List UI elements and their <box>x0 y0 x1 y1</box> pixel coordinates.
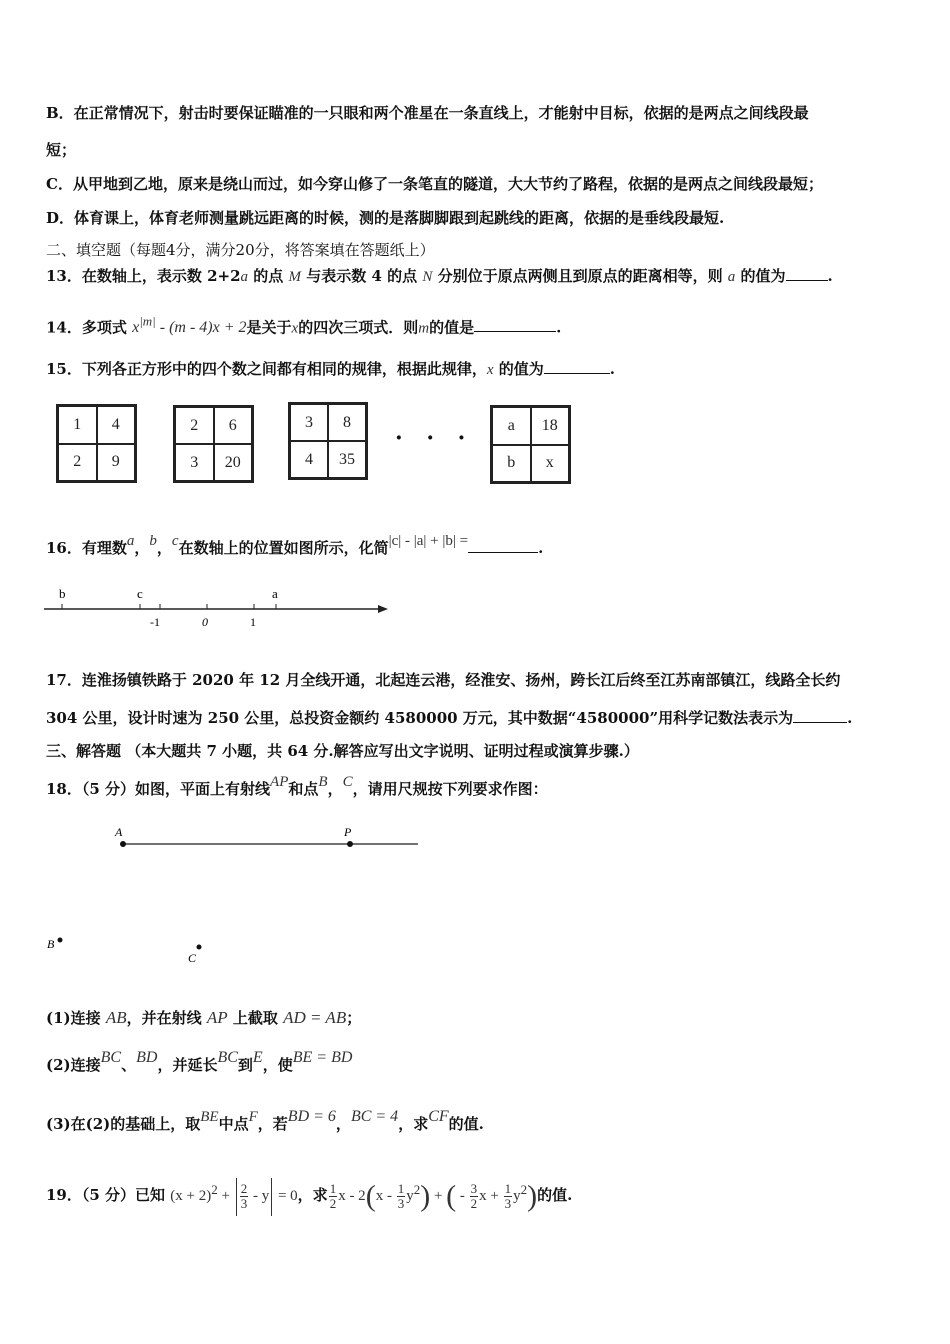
section3-heading: 三、解答题 （本大题共 7 小题，共 64 分.解答应写出文字说明、证明过程或演算步骤.） <box>46 742 639 760</box>
number-square-1 <box>56 404 137 483</box>
point-b <box>58 938 63 943</box>
target-expression: $\frac{1}{2}$ x - 2(x - $\frac{1}{3}$ $y^2$) + ( - $\frac{3}{2}$ x + $\frac{1}{3}$ $y^2$) <box>329 1179 538 1213</box>
square-cell: 6 <box>214 407 253 444</box>
point-p <box>347 841 353 847</box>
square-cell: 9 <box>97 444 136 482</box>
answer-blank <box>786 266 828 281</box>
arrow-icon <box>378 605 388 613</box>
question-15: 15．下列各正方形中的四个数之间都有相同的规律，根据此规律，x 的值为 . <box>46 360 616 378</box>
answer-blank <box>793 708 847 723</box>
square-cell: a <box>492 407 531 445</box>
square-cell: 1 <box>58 406 97 444</box>
answer-blank <box>544 359 610 374</box>
square-cell: 18 <box>531 407 570 445</box>
absolute-value-expression: |c| - |a| + |b| = <box>388 533 469 549</box>
square-cell: 2 <box>175 407 214 444</box>
option-b-line1: B．在正常情况下，射击时要保证瞄准的一只眼和两个准星在一条直线上，才能射中目标，依据的是两点之间线段最 <box>46 104 809 122</box>
question-16: 16．有理数a，b，c在数轴上的位置如图所示，化简|c| - |a| + |b| = . <box>46 533 544 557</box>
question-13: 13．在数轴上，表示数 2+2a 的点 M 与表示数 4 的点 N 分别位于原点两侧且到原点的距离相等，则 a 的值为 . <box>46 267 833 285</box>
ellipsis: · · · <box>395 425 474 451</box>
question-14: 14．多项式 $x^{|m|} - (m - 4)x + 2$是关于x的四次三项式．则m的值是 . <box>46 314 562 337</box>
square-cell: 4 <box>97 406 136 444</box>
number-line <box>40 582 400 632</box>
option-d: D．体育课上，体育老师测量跳远距离的时候，测的是落脚脚跟到起跳线的距离，依据的是垂线段最短. <box>46 209 725 227</box>
label-p: P <box>344 825 352 839</box>
number-square-2 <box>173 405 254 483</box>
label-c: C <box>188 951 197 965</box>
square-cell: 35 <box>328 441 366 478</box>
point-label-a: a <box>272 586 278 601</box>
answer-blank <box>474 317 556 332</box>
square-cell: 3 <box>290 404 328 441</box>
tick-label: 0 <box>202 615 208 629</box>
question-18-step1: (1)连接 AB，并在射线 AP 上截取 AD = AB； <box>46 1008 362 1027</box>
point-label-b: b <box>59 586 66 601</box>
condition-expression: $(x + 2)^2$ + $\frac{2}{3}$ - y = 0 <box>170 1188 297 1204</box>
question-17-line2: 304 公里，设计时速为 250 公里，总投资金额约 4580000 万元，其中数据“4580000”用科学记数法表示为 . <box>46 709 853 727</box>
square-cell: 2 <box>58 444 97 482</box>
question-19: 19．（5 分）已知 $(x + 2)^2$ + $\frac{2}{3}$ - y = 0，求 $\frac{1}{2}$ x - 2(x - $\frac{1}{3}$ $y^2$) + ( - $\frac{3}{2}$ x + $\frac{1}{3}$ $y^2$)的值. <box>46 1168 572 1212</box>
section2-heading: 二、填空题（每题4分，满分20分，将答案填在答题纸上） <box>46 241 435 259</box>
option-c: C．从甲地到乙地，原来是绕山而过，如今穿山修了一条笔直的隧道，大大节约了路程，依据的是两点之间线段最短； <box>46 175 823 193</box>
point-a <box>120 841 126 847</box>
tick-label: -1 <box>150 615 160 629</box>
square-cell: 4 <box>290 441 328 478</box>
number-square-3 <box>288 402 368 480</box>
square-cell: 20 <box>214 444 253 481</box>
question-18-step3: (3)在(2)的基础上，取BE中点F，若BD = 6，BC = 4，求CF的值. <box>46 1108 484 1133</box>
tick-label: 1 <box>250 615 256 629</box>
polynomial-expression: $x^{|m|} - (m - 4)x + 2$ <box>132 314 247 337</box>
question-18-step2: (2)连接BC、BD，并延长BC到E，使BE = BD <box>46 1049 353 1074</box>
square-cell: x <box>531 445 570 483</box>
point-label-c: c <box>137 586 143 601</box>
square-cell: 3 <box>175 444 214 481</box>
square-cell: 8 <box>328 404 366 441</box>
points-bc-figure <box>40 930 220 970</box>
number-square-4 <box>490 405 571 484</box>
label-b: B <box>47 937 55 951</box>
square-cell: b <box>492 445 531 483</box>
point-c <box>197 945 202 950</box>
option-b-line2: 短； <box>46 141 77 159</box>
label-a: A <box>115 825 123 839</box>
answer-blank <box>468 538 538 553</box>
question-18: 18．（5 分）如图，平面上有射线AP和点B，C，请用尺规按下列要求作图： <box>46 774 548 798</box>
question-17-line1: 17．连淮扬镇铁路于 2020 年 12 月全线开通，北起连云港，经淮安、扬州，跨长江后终至江苏南部镇江，线路全长约 <box>46 671 841 689</box>
ray-ap-figure <box>100 822 430 862</box>
